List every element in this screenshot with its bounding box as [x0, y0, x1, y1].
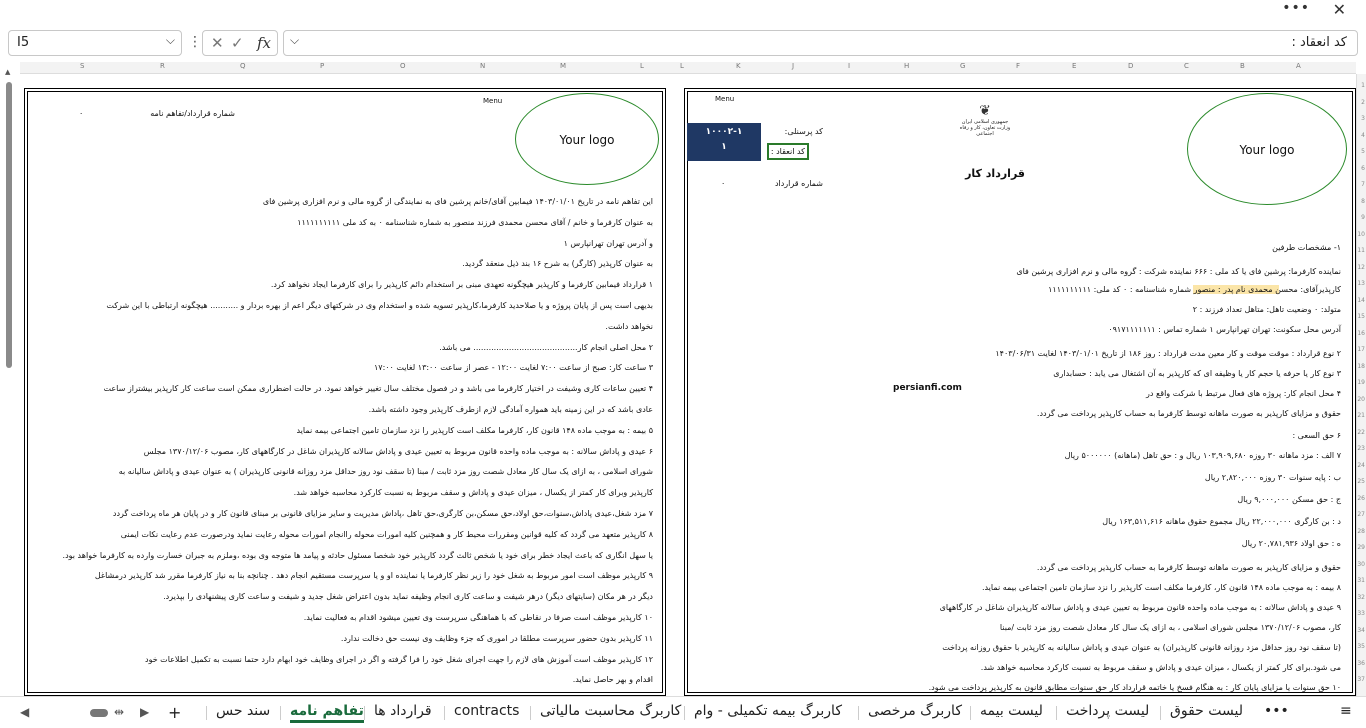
logo-placeholder: Your logo [515, 93, 659, 185]
row-header[interactable]: 30 [1357, 560, 1365, 568]
formula-input[interactable] [283, 30, 1358, 56]
sheet-tab[interactable]: تفاهم نامه [290, 703, 364, 723]
agreement-number-label: شماره قرارداد/تفاهم نامه [150, 109, 235, 118]
sheet-tab[interactable]: کاربرگ محاسبت مالیاتی [540, 703, 682, 719]
contract-line: ۸ بیمه : به موجب ماده ۱۴۸ قانون کار، کارفرما مکلف است کارپذیر را نزد سازمان تامین اجتماعی بیمه نماید. [981, 583, 1341, 592]
row-header[interactable]: 1 [1361, 82, 1365, 89]
row-header[interactable]: 37 [1357, 676, 1365, 683]
agreement-line: به عنوان کارپذیر (کارگر) به شرح ۱۶ بند ذیل منعقد گردید. [462, 259, 653, 269]
agreement-line: ۱۲ کارپذیر موظف است آموزش های لازم را جهت اجرای شغل خود را فرا گرفته و اگر در اجرای وظایف خود ابهام دارد حتما نسبت به تکمیل اطلاعات خود [145, 654, 653, 664]
column-header[interactable]: J [792, 62, 795, 70]
sheet-tab[interactable]: لیست بیمه [980, 703, 1043, 719]
fx-icon[interactable]: fx [257, 34, 272, 52]
row-header[interactable]: 2 [1361, 98, 1365, 106]
column-header[interactable]: F [1016, 62, 1021, 70]
tab-separator [444, 706, 445, 720]
sheet-tab[interactable]: سند حس [216, 703, 271, 719]
agreement-line: ۳ ساعت کار: صبح از ساعت ۷:۰۰ لغایت ۱۲:۰۰ - عصر از ساعت ۱۳:۰۰ لغایت ۱۷:۰۰ [373, 363, 653, 373]
row-header[interactable]: 20 [1357, 395, 1365, 403]
sheet-tab[interactable]: قرارداد ها [374, 703, 432, 719]
contract-line: ۴ محل انجام کار: پروژه های فعال مرتبط با شرکت واقع در [1146, 389, 1341, 398]
row-header[interactable]: 16 [1357, 329, 1365, 337]
contract-line: ۳ نوع کار یا حرفه یا حجم کار یا وظیفه ای که کارپذیر به آن اشتغال می یابد : حسابداری [1053, 369, 1341, 378]
sheet-tab[interactable]: کاربرگ بیمه تکمیلی - وام [694, 703, 842, 719]
agreement-line: اقدام و بهر حاصل نماید. [572, 675, 653, 685]
agreement-line: ۲ محل اصلی انجام کار......................................... می باشد. [439, 342, 653, 352]
contract-line: ۶ حق السعی : [1292, 431, 1341, 440]
row-header[interactable]: 7 [1361, 181, 1365, 188]
column-header[interactable]: O [400, 62, 406, 70]
contract-line: کارپذیرآقای: محسن محمدی نام پدر : منصور شماره شناسنامه : ۰ کد ملی: ۱۱۱۱۱۱۱۱۱۱ [1048, 285, 1341, 294]
contract-line: د : بن کارگری ۲۲,۰۰۰,۰۰۰ ریال مجموع حقوق ماهانه ۱۶۳,۵۱۱,۶۱۶ ریال [1102, 517, 1341, 526]
row-header[interactable]: 10 [1357, 230, 1365, 238]
row-header[interactable]: 34 [1357, 626, 1365, 634]
tab-separator [530, 706, 531, 720]
sheet-tab[interactable]: contracts [454, 703, 520, 719]
column-header[interactable]: E [1072, 62, 1077, 70]
contract-line: ه : حق اولاد ۲۰,۷۸۱,۹۳۶ ریال [1241, 539, 1341, 548]
contract-line: کار، مصوب ۱۳۷۰/۱۲/۰۶ مجلس شورای اسلامی ، به ازای یک سال کار معادل شصت روز مزد ثابت /مبنا [999, 623, 1341, 632]
contract-line: (تا سقف نود روز حداقل مزد روزانه قانونی کارپذیران) به عنوان عیدی و پاداش سالیانه به کارپذیر با حقوق روزانه پرداخت [942, 643, 1341, 652]
row-header[interactable]: 26 [1357, 494, 1365, 502]
agreement-line: ۴ تعیین ساعات کاری وشیفت در اختیار کارفرما می باشد و در فصول مختلف سال تغییر خواهد نمود. در حالت اضطراری ممکن است ساعت کار کارپذیر بیشتراز ساعت [103, 384, 653, 394]
column-header[interactable]: A [1296, 62, 1301, 70]
sheet-tab-bar [0, 696, 1366, 728]
agreement-line: عادی باشد که در این زمینه باید همواره آمادگی لازم ازطرف کارپذیر وجود داشته باشد. [368, 405, 653, 414]
column-header[interactable]: I [848, 62, 851, 70]
menu-link[interactable]: Menu [483, 97, 503, 105]
contract-line: حقوق و مزایای کارپذیر به صورت ماهانه توسط کارفرما به حساب کارپذیر پرداخت می گردد. [1036, 563, 1341, 572]
tab-separator [364, 706, 365, 720]
agreement-line: دیگر در هر مکان (سایتهای دیگر) درهر شیفت و ساعت کاری انجام وظیفه نماید بدون اعتراض شغل جدید و شیفت و ساعت کاری پیشنهادی را بپذیرد. [163, 592, 653, 602]
agreement-line: این تفاهم نامه در تاریخ ۱۴۰۳/۰۱/۰۱ فیمابین آقای/خانم پرشین فای به نمایندگی از گروه مالی و نرم افزاری پرشین فای [262, 197, 653, 206]
add-sheet-button[interactable]: + [168, 703, 182, 722]
row-header[interactable]: 21 [1357, 412, 1365, 419]
sheet-tab[interactable]: لیست پرداخت [1066, 703, 1150, 719]
agreement-line: ۵ بیمه : به موجب ماده ۱۴۸ قانون کار، کارفرما مکلف است کارپذیر را نزد سازمان تامین اجتماعی بیمه نماید [296, 425, 653, 435]
row-header[interactable]: 35 [1357, 643, 1365, 650]
row-header[interactable]: 18 [1357, 362, 1365, 370]
row-header[interactable]: 32 [1357, 593, 1365, 601]
logo-placeholder: Your logo [1187, 93, 1347, 205]
expand-formula-icon[interactable]: ⌵ [290, 33, 300, 47]
chevron-down-icon[interactable]: ⌵ [165, 33, 175, 47]
row-header[interactable]: 33 [1357, 610, 1365, 617]
agreement-line: ۱۰ کارپذیر موظف است صرفا در نقاطی که با هماهنگی سرپرست وی تعیین میشود اقدام به فعالیت نماید. [303, 613, 653, 622]
horizontal-scroll-thumb[interactable] [90, 709, 108, 717]
agreement-line: بدیهی است پس از پایان پروژه و یا صلاحدید کارفرما،کارپذیر تسویه شده و استخدام وی در شرکتهای دیگر اعم از بهره بردار و ........... هیچگونه ارتباطی با این شرکت [106, 301, 653, 310]
contract-line: ۱۰ حق سنوات یا مزایای پایان کار : به هنگام فسخ یا خاتمه قرارداد کار حق سنوات مطابق قانون به کارپذیر پرداخت می شود. [928, 683, 1341, 692]
agreement-line: و آدرس تهران تهرانپارس ۱ [563, 238, 653, 248]
column-header[interactable]: Q [240, 62, 246, 70]
contract-line: حقوق و مزایای کارپذیر به صورت ماهانه توسط کارفرما به حساب کارپذیر پرداخت می گردد. [1036, 409, 1341, 418]
contract-line: ب : پایه سنوات ۳۰ روزه ۲,۸۲۰,۰۰۰ ریال [1204, 473, 1341, 482]
sheet-tab[interactable]: لیست حقوق [1170, 703, 1244, 719]
contract-line: ۲ نوع قرارداد : موقت موقت و کار معین مدت قرارداد : روز ۱۸۶ از تاریخ ۱۴۰۳/۰۱/۰۱ لغایت ۱۴۰۳/۰۶/۳۱ [995, 349, 1341, 358]
contract-number-value: ۰ [721, 179, 726, 188]
row-header[interactable]: 19 [1357, 379, 1365, 386]
scroll-up-icon[interactable]: ▲ [5, 68, 11, 76]
title-bar [0, 0, 1366, 22]
emblem-line: وزارت تعاون، کار و رفاه اجتماعی [959, 125, 1011, 137]
agreement-line: شورای اسلامی ، به ازای یک سال کار معادل شصت روز مزد ثابت / مبنا (تا سقف نود روز حداقل مزد روزانه قانونی کارپذیران ) به عنوان عیدی و پاداش سالیانه به [118, 467, 653, 477]
agreement-line: یا سهل انگاری که باعث ایجاد خطر برای خود یا شخص ثالث گردد کارپذیر خود شخصا مسئول حادثه و پیامد ها متوجه وی بوده ،وملزم به جبران خسارت وارده به کارفرما خواهد بود. [62, 550, 653, 560]
row-header[interactable]: 15 [1357, 313, 1365, 320]
contract-line: ۱- مشخصات طرفین [1272, 243, 1341, 252]
name-box[interactable] [8, 30, 182, 56]
row-header[interactable]: 31 [1357, 577, 1365, 584]
row-header[interactable]: 25 [1357, 478, 1365, 485]
sheet-menu-icon[interactable]: ≡ [1340, 703, 1352, 719]
agreement-number-value: ۰ [79, 109, 84, 118]
scroll-right-icon[interactable]: ▶ [140, 705, 150, 719]
more-sheets-button[interactable]: ••• [1264, 703, 1289, 719]
row-header[interactable]: 24 [1357, 461, 1365, 469]
vertical-dots-icon[interactable]: ⋮ [188, 34, 202, 50]
tab-separator [1160, 706, 1161, 720]
scrollbar-thumb[interactable] [6, 82, 12, 368]
formula-controls [202, 30, 278, 56]
name-box-value: I5 [17, 35, 30, 50]
tab-separator [970, 706, 971, 720]
tab-separator [858, 706, 859, 720]
contract-number-label: شماره قرارداد [774, 179, 823, 188]
tab-separator [684, 706, 685, 720]
row-header[interactable]: 12 [1357, 263, 1365, 271]
row-header[interactable]: 8 [1361, 197, 1365, 205]
row-header[interactable]: 22 [1357, 428, 1365, 436]
close-button[interactable]: ✕ [1332, 0, 1346, 19]
row-header[interactable]: 5 [1361, 148, 1365, 155]
enter-icon[interactable]: ✓ [231, 34, 244, 52]
contract-line: می شود.برای کار کمتر از یکسال ، میزان عیدی و پاداش و سقف مربوط به نسبت کارکرد محاسبه خواهد شد. [980, 663, 1341, 672]
contract-line: آدرس محل سکونت: تهران تهرانپارس ۱ شماره تماس : ۰۹۱۷۱۱۱۱۱۱۱ [1108, 325, 1341, 334]
row-header[interactable]: 23 [1357, 445, 1365, 452]
personnel-code-label: کد پرسنلی: [784, 127, 823, 136]
contract-line: ۹ عیدی و پاداش سالانه : به موجب ماده واحده قانون مربوط به تعیین عیدی و پاداش سالانه کارپذیران شاغل در کارگاههای [939, 603, 1341, 612]
personnel-code-box [687, 123, 761, 161]
row-header[interactable]: 17 [1357, 346, 1365, 353]
personnel-code-value: ۱۰۰۰۲-۱ [705, 127, 743, 137]
contract-line: نماینده کارفرما: پرشین فای یا کد ملی : ۶۶۶ نماینده شرکت : گروه مالی و نرم افزاری پرشین فای [1016, 267, 1341, 276]
agreement-page [24, 88, 666, 696]
agreement-line: ۱۱ کارپذیر بدون حضور سرپرست مطلقا در اموری که جزء وظایف وی نیست حق دخالت ندارد. [340, 633, 653, 643]
column-headers [20, 62, 1356, 74]
formula-text: کد انعقاد : [1291, 35, 1347, 50]
column-header[interactable]: M [560, 62, 567, 70]
row-header[interactable]: 36 [1357, 659, 1365, 667]
contract-code-value: ۱ [721, 142, 727, 152]
row-header[interactable]: 27 [1357, 511, 1365, 518]
column-header[interactable]: H [904, 62, 910, 70]
emblem-icon: ❦ [979, 103, 991, 119]
contract-line: متولد: ۰ وضعیت تاهل: متاهل تعداد فرزند : ۲ [1192, 305, 1341, 314]
row-header[interactable]: 29 [1357, 544, 1365, 551]
agreement-line: نخواهد داشت. [605, 321, 653, 331]
menu-link[interactable]: Menu [715, 95, 735, 103]
more-options-button[interactable]: ••• [1282, 0, 1310, 16]
agreement-line: به عنوان کارفرما و خانم / آقای محسن محمدی فرزند منصور به شماره شناسنامه ۰ به کد ملی ۱۱۱۱۱۱۱۱۱۱ [297, 217, 653, 227]
tab-separator [280, 706, 281, 720]
resize-handle-icon[interactable]: ⇹ [114, 705, 125, 719]
agreement-line: ۶ عیدی و پاداش سالانه : به موجب ماده واحده قانون مربوط به تعیین عیدی و پاداش سالانه کارپذیران شاغل در کارگاههای کار، مصوب ۱۳۷۰/۱۲/۰۶ مجلس [143, 446, 653, 456]
agreement-line: ۹ کارپذیر موظف است امور مربوط به شغل خود را زیر نظر کارفرما یا نماینده او و یا سرپرست مستقیم انجام دهد . چنانچه بنا به نیاز کارفرما مقرر شد کارپذیر درمشاغل [94, 571, 653, 581]
column-header[interactable]: N [480, 62, 486, 70]
emblem-line: جمهوری اسلامی ایران [961, 119, 1009, 125]
row-header[interactable]: 6 [1361, 164, 1365, 172]
row-header[interactable]: 3 [1361, 115, 1365, 122]
agreement-line: ۸ کارپذیر متعهد می گردد که کلیه قوانین ومقررات محیط کار و همچنین کلیه امورات محوله راانجام امورات محوله رعایت نماید ودرصورت عدم رعایت نکات ایمنی [120, 529, 653, 539]
contract-code-cell[interactable]: کد انعقاد : [767, 143, 809, 160]
scroll-left-icon[interactable]: ◀ [20, 705, 30, 719]
column-header[interactable]: S [80, 62, 85, 70]
row-header[interactable]: 13 [1357, 280, 1365, 287]
column-header[interactable]: L [680, 62, 684, 70]
agreement-line: کارپذیر وبرای کار کمتر از یکسال ، میزان عیدی و پاداش و سقف مربوط به نسبت کارکرد محاسبه خواهد شد. [293, 488, 653, 498]
row-header[interactable]: 14 [1357, 296, 1365, 304]
row-header[interactable]: 9 [1361, 214, 1365, 221]
contract-line: ج : حق مسکن ۹,۰۰۰,۰۰۰ ریال [1237, 495, 1341, 504]
column-header[interactable]: R [160, 62, 165, 70]
column-header[interactable]: G [960, 62, 966, 70]
contract-page [684, 88, 1356, 696]
row-header[interactable]: 4 [1361, 131, 1365, 139]
column-header[interactable]: P [320, 62, 325, 70]
row-header[interactable]: 11 [1357, 247, 1365, 254]
column-header[interactable]: C [1184, 62, 1189, 70]
row-header[interactable]: 28 [1357, 527, 1365, 535]
contract-title: قرارداد کار [965, 167, 1025, 180]
contract-line: ۷ الف : مزد ماهانه ۳۰ روزه ۱۰۳,۹۰۹,۶۸۰ ریال و : حق تاهل (ماهانه) ۵۰۰۰۰۰۰ ریال [1064, 451, 1341, 460]
sheet-tab[interactable]: کاربرگ مرخصی [868, 703, 962, 719]
tab-separator [1056, 706, 1057, 720]
column-header[interactable]: D [1128, 62, 1134, 70]
column-header[interactable]: L [640, 62, 644, 70]
emblem [955, 103, 1015, 137]
column-header[interactable]: B [1240, 62, 1245, 70]
tab-separator [206, 706, 207, 720]
cancel-icon[interactable]: ✕ [211, 34, 224, 52]
worksheet-grid[interactable] [0, 62, 1366, 696]
column-header[interactable]: K [736, 62, 741, 70]
vertical-scrollbar[interactable] [4, 68, 14, 696]
website-label: persianfi.com [893, 383, 962, 393]
row-headers [1356, 74, 1366, 696]
formula-bar-row [0, 26, 1366, 60]
agreement-line: ۱ قرارداد فیمابین کارفرما و کارپذیر هیچگونه تعهدی مبنی بر استخدام دائم کارپذیر را برای کارفرما ایجاد نخواهد کرد. [270, 280, 653, 290]
agreement-line: ۷ مزد شغل،عیدی پاداش،سنوات،حق اولاد،حق مسکن،بن کارگری،حق تاهل ،پاداش مدیریت و سایر مزایای قانونی بر مبنای قانون کار و در پایان هر ماه پرداخت گردد [112, 509, 653, 518]
